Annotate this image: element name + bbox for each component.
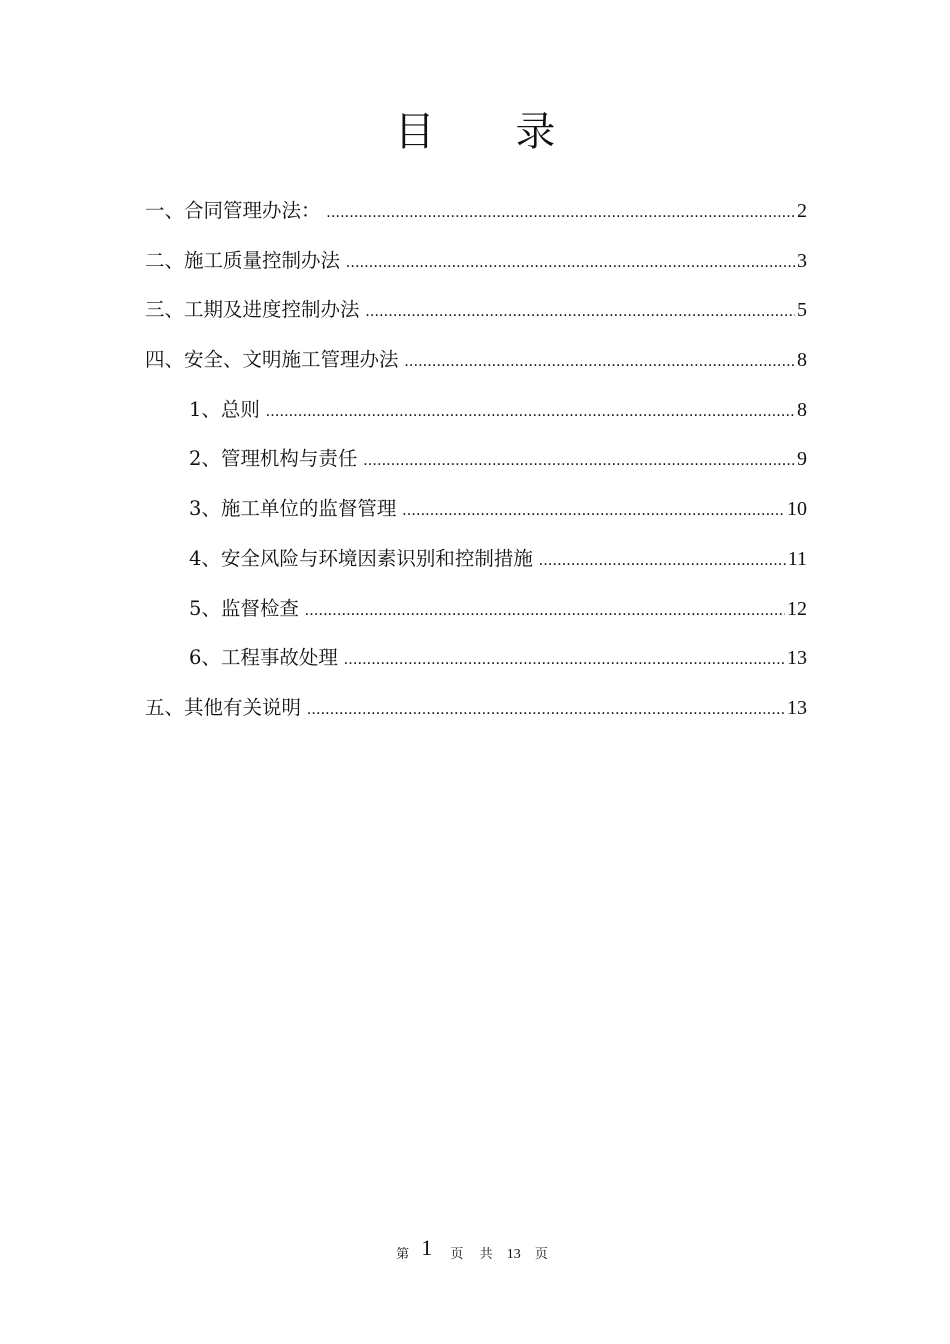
- footer-total-word: 共: [479, 1247, 493, 1262]
- toc-dot-leader: [327, 198, 795, 228]
- toc-page-number: 5: [797, 299, 807, 322]
- toc-entry-label: 二、施工质量控制办法: [145, 248, 341, 272]
- toc-entry-label: 一、合同管理办法：: [145, 199, 321, 222]
- toc-dot-leader: [346, 248, 795, 278]
- toc-dot-leader: [305, 596, 785, 626]
- toc-entry-label: 三、工期及进度控制办法: [145, 298, 360, 322]
- toc-subentry[interactable]: [145, 395, 807, 445]
- toc-subentry[interactable]: [145, 444, 807, 494]
- toc-dot-leader: [307, 695, 785, 725]
- toc-entry-label: 5、监督检查: [189, 596, 299, 620]
- toc-dot-leader: [266, 397, 795, 427]
- toc-entry-label: 2、管理机构与责任: [189, 447, 358, 471]
- toc-subentry[interactable]: [145, 594, 807, 644]
- toc-page-number: 9: [797, 448, 807, 471]
- toc-page-number: 8: [797, 349, 807, 372]
- toc-entry-label: 4、安全风险与环境因素识别和控制措施: [189, 546, 533, 570]
- toc-page-number: 8: [797, 398, 807, 421]
- toc-entry-label: 五、其他有关说明: [145, 695, 302, 719]
- toc-page-number: 3: [797, 249, 807, 272]
- toc-entry-label: 四、安全、文明施工管理办法: [145, 348, 399, 372]
- toc-entry-label: 1、总则: [189, 397, 260, 421]
- toc-dot-leader: [366, 297, 795, 327]
- footer-prefix: 第: [396, 1247, 410, 1262]
- toc-dot-leader: [402, 496, 785, 526]
- toc-entry-label: 3、施工单位的监督管理: [189, 497, 397, 521]
- toc-subentry[interactable]: [145, 643, 807, 693]
- toc-subentry[interactable]: [145, 544, 807, 594]
- toc-page-number: 2: [797, 200, 807, 222]
- toc-page-number: 11: [787, 547, 807, 570]
- footer-page-word: 页: [450, 1247, 464, 1262]
- current-page-number: 1: [421, 1235, 433, 1260]
- toc-subentry[interactable]: [145, 494, 807, 544]
- toc-page-number: 13: [787, 696, 807, 719]
- toc-page-number: 12: [787, 597, 807, 620]
- page-footer: [0, 1236, 950, 1270]
- toc-entry-label: 6、工程事故处理: [189, 646, 338, 670]
- toc-entry[interactable]: [145, 693, 807, 743]
- toc-entry[interactable]: [145, 246, 807, 296]
- toc-entry[interactable]: [145, 196, 807, 246]
- toc-dot-leader: [344, 645, 785, 675]
- footer-suffix: 页: [534, 1247, 548, 1262]
- toc-entry[interactable]: [145, 295, 807, 345]
- toc-dot-leader: [405, 347, 795, 377]
- page-title: 目 录: [394, 109, 590, 155]
- toc-page-number: 13: [787, 647, 807, 670]
- toc-page-number: 10: [787, 498, 807, 521]
- table-of-contents: [145, 196, 807, 743]
- toc-entry[interactable]: [145, 345, 807, 395]
- toc-dot-leader: [363, 446, 795, 476]
- total-pages-number: 13: [506, 1247, 521, 1262]
- toc-dot-leader: [539, 546, 786, 576]
